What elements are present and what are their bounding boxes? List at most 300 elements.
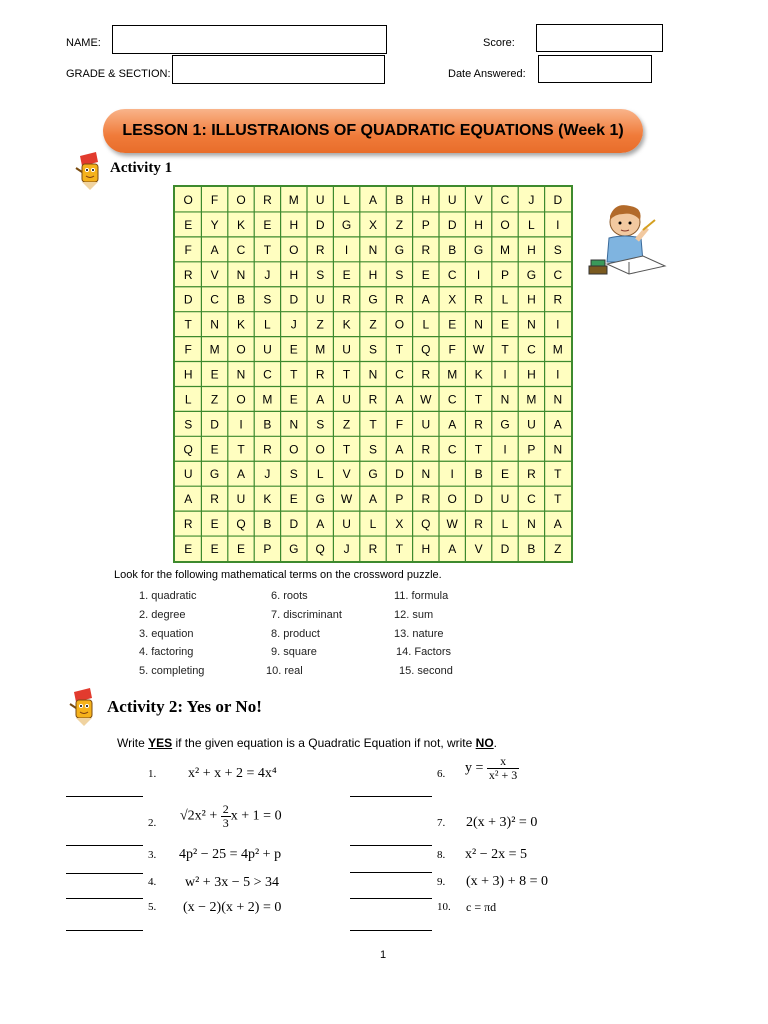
grid-letter: I xyxy=(450,467,454,482)
grid-letter: N xyxy=(236,367,246,382)
score-label: Score: xyxy=(483,37,515,49)
word-search-grid xyxy=(173,185,573,563)
grid-letter: R xyxy=(315,242,325,257)
grid-letter: T xyxy=(395,542,404,557)
answer-blank-6[interactable] xyxy=(350,796,432,797)
grid-letter: O xyxy=(236,192,246,207)
grid-letter: R xyxy=(421,492,431,507)
grid-letter: S xyxy=(395,267,404,282)
fraction xyxy=(487,755,519,782)
grid-letter: M xyxy=(262,392,273,407)
grid-letter: T xyxy=(184,317,192,332)
grid-letter: S xyxy=(316,267,325,282)
grid-letter: V xyxy=(474,192,483,207)
grid-letter: Q xyxy=(421,517,431,532)
instruction-text: . xyxy=(493,736,497,750)
grid-letter: L xyxy=(369,517,377,532)
grid-letter: P xyxy=(500,267,510,282)
grid-letter: E xyxy=(210,442,219,457)
grid-letter: G xyxy=(341,217,352,232)
answer-blank-8[interactable] xyxy=(350,872,432,873)
grid-letter: S xyxy=(289,467,298,482)
grid-letter: G xyxy=(315,492,325,507)
grid-letter: B xyxy=(395,192,404,207)
grid-letter: J xyxy=(264,267,271,282)
grid-letter: U xyxy=(342,517,351,532)
grid-letter: I xyxy=(556,217,560,232)
grid-letter: A xyxy=(553,517,562,532)
grid-letter: B xyxy=(474,467,483,482)
grid-letter: T xyxy=(342,367,351,382)
grid-letter: Z xyxy=(395,217,404,232)
word-search-instruction: Look for the following mathematical terms on the crossword puzzle. xyxy=(114,569,442,581)
grid-letter: N xyxy=(289,417,299,432)
fraction-denominator: 3 xyxy=(222,816,229,830)
grid-letter: G xyxy=(289,542,299,557)
grid-letter: Z xyxy=(369,317,377,332)
grid-letter: E xyxy=(236,542,246,557)
grid-letter: A xyxy=(395,392,404,407)
grid-letter: E xyxy=(210,367,219,382)
equation-part: x + 1 = 0 xyxy=(230,808,282,824)
equation-2 xyxy=(180,803,282,830)
answer-blank-4[interactable] xyxy=(66,898,143,899)
question-number: 8. xyxy=(437,849,446,861)
grid-letter: U xyxy=(500,492,510,507)
date-answered-field[interactable] xyxy=(538,55,652,83)
grid-letter: C xyxy=(236,242,246,257)
question-number: 6. xyxy=(437,768,446,780)
grid-letter: S xyxy=(316,417,325,432)
question-number: 7. xyxy=(437,817,446,829)
grid-letter: W xyxy=(420,392,432,407)
grid-letter: K xyxy=(474,367,483,382)
term: 5. completing xyxy=(139,665,205,678)
grid-letter: H xyxy=(183,367,193,382)
grid-letter: A xyxy=(316,392,325,407)
grid-letter: T xyxy=(474,442,483,457)
grid-letter: L xyxy=(343,192,350,207)
grid-letter: Z xyxy=(316,317,324,332)
term: 8. product xyxy=(271,627,320,640)
grid-letter: T xyxy=(342,442,351,457)
grid-letter: C xyxy=(527,492,536,507)
instruction-text: if the given equation is a Quadratic Equation if not, write xyxy=(172,736,476,750)
grid-letter: A xyxy=(448,542,457,557)
grid-letter: K xyxy=(236,317,246,332)
grid-letter: E xyxy=(448,317,457,332)
grid-letter: S xyxy=(368,342,378,357)
grid-letter: R xyxy=(421,442,431,457)
activity-1-title: Activity 1 xyxy=(110,160,173,176)
grid-letter: D xyxy=(474,492,483,507)
equation-9: (x + 3) + 8 = 0 xyxy=(466,874,549,889)
grid-letter: L xyxy=(316,467,324,482)
grid-letter: I xyxy=(344,242,349,257)
grid-letter: U xyxy=(315,192,325,207)
pencil-mascot-icon xyxy=(66,686,100,726)
grid-letter: T xyxy=(290,367,298,382)
grid-letter: O xyxy=(289,442,299,457)
term: 4. factoring xyxy=(139,646,194,659)
grid-letter: L xyxy=(264,317,271,332)
question-number: 10. xyxy=(437,901,451,913)
grid-letter: Q xyxy=(421,342,431,357)
grid-letter: W xyxy=(472,342,485,357)
grid-letter: H xyxy=(527,367,536,382)
grid-letter: B xyxy=(448,242,457,257)
terms-list-2 xyxy=(266,587,342,681)
answer-blank-10[interactable] xyxy=(350,930,432,931)
grid-letter: J xyxy=(528,192,535,207)
grid-letter: M xyxy=(315,342,326,357)
grid-letter: T xyxy=(395,342,404,357)
grid-letter: Y xyxy=(210,217,219,232)
grid-letter: Q xyxy=(315,542,325,557)
term: 10. real xyxy=(266,665,303,678)
grid-letter: P xyxy=(395,492,404,507)
grid-letter: B xyxy=(527,542,536,557)
grid-letter: M xyxy=(500,242,510,257)
grid-letter: Z xyxy=(210,392,219,407)
grid-letter: I xyxy=(503,442,507,457)
grid-letter: E xyxy=(289,492,298,507)
grid-letter: A xyxy=(395,442,404,457)
grid-letter: F xyxy=(448,342,456,357)
grid-letter: Q xyxy=(236,517,246,532)
grid-letter: S xyxy=(263,292,272,307)
answer-blank-3[interactable] xyxy=(66,873,143,874)
grid-letter: N xyxy=(421,467,431,482)
grid-letter: U xyxy=(315,292,325,307)
grid-letter: L xyxy=(501,517,509,532)
question-number: 1. xyxy=(148,768,157,780)
grid-letter: N xyxy=(527,517,536,532)
grid-letter: S xyxy=(368,442,378,457)
equation-5: (x − 2)(x + 2) = 0 xyxy=(183,900,282,915)
grid-letter: L xyxy=(184,392,192,407)
grid-letter: U xyxy=(342,392,351,407)
grid-letter: J xyxy=(290,317,297,332)
grid-letter: C xyxy=(210,292,219,307)
grid-letter: G xyxy=(368,292,378,307)
grid-letter: A xyxy=(553,417,562,432)
grid-letter: C xyxy=(553,267,563,282)
grid-letter: R xyxy=(421,242,431,257)
question-number: 9. xyxy=(437,876,446,888)
equation-part: y = xyxy=(465,760,484,776)
score-field[interactable] xyxy=(536,24,663,52)
question-number: 3. xyxy=(148,849,157,861)
grid-letter: H xyxy=(474,217,483,232)
grid-letter: T xyxy=(237,442,245,457)
lesson-banner xyxy=(103,109,643,153)
grade-section-label: GRADE & SECTION: xyxy=(66,68,171,80)
grid-letter: H xyxy=(421,192,431,207)
grid-letter: D xyxy=(553,192,563,207)
grid-letter: N xyxy=(553,442,563,457)
equation-1: x² + x + 2 = 4x⁴ xyxy=(188,766,277,781)
terms-list-3 xyxy=(394,587,453,681)
grid-letter: R xyxy=(474,517,483,532)
grid-letter: H xyxy=(289,217,299,232)
grid-letter: H xyxy=(368,267,378,282)
grid-letter: U xyxy=(263,342,272,357)
grid-letter: V xyxy=(474,542,483,557)
instruction-text: Write xyxy=(117,736,149,750)
grid-letter: O xyxy=(289,242,299,257)
equation-7: 2(x + 3)² = 0 xyxy=(466,815,538,830)
grid-letter: U xyxy=(527,417,536,432)
grid-letter: C xyxy=(447,442,457,457)
grid-letter: C xyxy=(527,342,536,357)
grid-letter: L xyxy=(422,317,430,332)
grid-letter: A xyxy=(184,492,193,507)
question-number: 5. xyxy=(148,901,157,913)
equation-part: √2x² + xyxy=(180,808,218,824)
grid-letter: E xyxy=(289,342,298,357)
grid-letter: J xyxy=(264,467,271,482)
grid-letter: A xyxy=(368,492,378,507)
grid-letter: M xyxy=(447,367,458,382)
grid-letter: G xyxy=(526,267,537,282)
grid-letter: C xyxy=(263,367,272,382)
grid-letter: A xyxy=(448,417,457,432)
grid-letter: R xyxy=(342,292,351,307)
grid-letter: D xyxy=(210,417,219,432)
equation-10: c = πd xyxy=(466,900,497,914)
grid-letter: A xyxy=(421,292,430,307)
term: 11. formula xyxy=(394,590,449,602)
term: 6. roots xyxy=(271,590,308,602)
grid-letter: G xyxy=(394,242,405,257)
grid-letter: A xyxy=(368,192,378,207)
grid-letter: F xyxy=(395,417,404,432)
fraction-numerator: x xyxy=(487,755,519,769)
activity-2-title: Activity 2: Yes or No! xyxy=(107,697,262,716)
lesson-title: LESSON 1: ILLUSTRAIONS OF QUADRATIC EQUATIONS (Week 1) xyxy=(122,122,624,139)
fraction-numerator: 2 xyxy=(222,802,229,816)
grid-letter: R xyxy=(183,517,193,532)
grid-letter: H xyxy=(289,267,299,282)
grid-letter: E xyxy=(500,467,510,482)
grid-letter: X xyxy=(368,217,378,232)
yes-keyword: YES xyxy=(148,736,173,750)
grid-letter: R xyxy=(263,442,272,457)
grid-letter: N xyxy=(368,367,378,382)
grid-letter: O xyxy=(183,192,193,207)
grid-letter: R xyxy=(527,467,536,482)
terms-list-1 xyxy=(139,587,204,681)
grid-letter: I xyxy=(476,267,481,282)
no-keyword: NO xyxy=(475,736,494,750)
grid-letter: P xyxy=(527,442,536,457)
grid-letter: T xyxy=(474,392,483,407)
grid-letter: N xyxy=(527,317,536,332)
fraction-denominator: x² + 3 xyxy=(488,768,518,782)
name-field[interactable] xyxy=(112,25,387,54)
page-number: 1 xyxy=(380,949,387,961)
grid-letter: I xyxy=(503,367,507,382)
grid-letter: N xyxy=(368,242,378,257)
grid-letter: I xyxy=(239,417,243,432)
answer-blank-2[interactable] xyxy=(66,845,143,846)
answer-blank-9[interactable] xyxy=(350,898,432,899)
grid-letter: R xyxy=(395,292,404,307)
grid-letter: U xyxy=(236,492,246,507)
grid-letter: T xyxy=(501,342,509,357)
name-label: NAME: xyxy=(66,37,101,49)
grid-letter: E xyxy=(500,317,510,332)
grid-letter: C xyxy=(447,267,457,282)
grid-letter: V xyxy=(210,267,219,282)
grid-letter: K xyxy=(263,492,272,507)
term: 14. Factors xyxy=(396,646,452,659)
grid-letter: O xyxy=(236,342,246,357)
grid-letter: N xyxy=(553,392,563,407)
grid-letter: E xyxy=(210,542,219,557)
grid-letter: H xyxy=(527,242,536,257)
grade-section-field[interactable] xyxy=(172,55,385,84)
term: 9. square xyxy=(271,646,317,659)
grid-letter: T xyxy=(369,417,377,432)
grid-letter: G xyxy=(209,467,220,482)
grid-letter: R xyxy=(368,542,378,557)
grid-letter: Q xyxy=(183,442,193,457)
term: 7. discriminant xyxy=(271,608,342,621)
grid-letter: G xyxy=(368,467,378,482)
grid-letter: K xyxy=(342,317,351,332)
term: 13. nature xyxy=(394,627,444,640)
grid-letter: E xyxy=(421,267,430,282)
grid-letter: H xyxy=(527,292,536,307)
grid-letter: D xyxy=(447,217,457,232)
grid-letter: A xyxy=(210,242,219,257)
grid-letter: R xyxy=(183,267,193,282)
grid-letter: C xyxy=(500,192,510,207)
grid-letter: B xyxy=(263,517,272,532)
grid-letter: E xyxy=(184,542,193,557)
grid-letter: C xyxy=(395,367,404,382)
term: 15. second xyxy=(399,665,453,678)
equation-8: x² − 2x = 5 xyxy=(465,847,527,862)
grid-letter: R xyxy=(474,292,483,307)
grid-letter: N xyxy=(474,317,483,332)
grid-letter: U xyxy=(447,192,457,207)
grid-letter: N xyxy=(210,317,219,332)
grid-letter: O xyxy=(315,442,325,457)
grid-letter: U xyxy=(342,342,351,357)
date-answered-label: Date Answered: xyxy=(448,68,526,80)
grid-letter: U xyxy=(183,467,193,482)
grid-letter: N xyxy=(236,267,246,282)
fraction xyxy=(221,803,231,830)
grid-letter: U xyxy=(421,417,431,432)
grid-letter: O xyxy=(500,217,510,232)
grid-letter: G xyxy=(500,417,510,432)
grid-letter: O xyxy=(394,317,405,332)
grid-letter: E xyxy=(342,267,351,282)
grid-letter: R xyxy=(474,417,483,432)
grid-letter: T xyxy=(554,467,562,482)
grid-letter: D xyxy=(500,542,510,557)
grid-letter: M xyxy=(209,342,220,357)
grid-letter: D xyxy=(395,467,404,482)
question-number: 4. xyxy=(148,876,157,888)
grid-letter: W xyxy=(340,492,353,507)
grid-letter: G xyxy=(473,242,484,257)
grid-letter: L xyxy=(528,217,535,232)
grid-letter: A xyxy=(316,517,325,532)
grid-letter: X xyxy=(448,292,457,307)
grid-letter: D xyxy=(289,517,299,532)
grid-letter: J xyxy=(343,542,350,557)
grid-letter: R xyxy=(421,367,431,382)
grid-letter: F xyxy=(184,242,192,257)
equation-3: 4p² − 25 = 4p² + p xyxy=(179,847,282,862)
grid-letter: T xyxy=(554,492,562,507)
grid-letter: R xyxy=(315,367,325,382)
grid-letter: D xyxy=(315,217,325,232)
activity-2-instruction xyxy=(117,736,497,750)
grid-letter: E xyxy=(263,217,272,232)
answer-blank-5[interactable] xyxy=(66,930,143,931)
grid-letter: B xyxy=(236,292,246,307)
answer-blank-7[interactable] xyxy=(350,845,432,846)
grid-letter: M xyxy=(526,392,537,407)
term: 1. quadratic xyxy=(139,590,197,602)
grid-letter: Z xyxy=(342,417,351,432)
grid-letter: I xyxy=(556,317,560,332)
grid-letter: M xyxy=(552,342,563,357)
grid-letter: F xyxy=(210,192,219,207)
question-number: 2. xyxy=(148,817,157,829)
grid-letter: D xyxy=(289,292,299,307)
grid-letter: E xyxy=(289,392,298,407)
term: 2. degree xyxy=(139,608,186,621)
grid-letter: N xyxy=(500,392,510,407)
grid-letter: Z xyxy=(554,542,562,557)
grid-letter: O xyxy=(447,492,457,507)
grid-letter: K xyxy=(236,217,246,232)
grid-letter: D xyxy=(183,292,193,307)
grid-letter: I xyxy=(556,367,560,382)
term: 12. sum xyxy=(394,608,434,621)
answer-blank-1[interactable] xyxy=(66,796,143,797)
grid-letter: F xyxy=(184,342,192,357)
grid-letter: B xyxy=(263,417,272,432)
grid-letter: H xyxy=(421,542,431,557)
grid-letter: T xyxy=(263,242,272,257)
grid-letter: W xyxy=(446,517,458,532)
grid-letter: X xyxy=(395,517,404,532)
equation-6 xyxy=(465,755,519,782)
grid-letter: R xyxy=(368,392,378,407)
boy-studying-icon xyxy=(585,200,673,288)
grid-letter: L xyxy=(501,292,509,307)
grid-letter: C xyxy=(447,392,457,407)
grid-letter: E xyxy=(210,517,219,532)
grid-letter: R xyxy=(263,192,272,207)
grid-letter: S xyxy=(553,242,562,257)
pencil-mascot-icon xyxy=(72,150,106,190)
grid-letter: V xyxy=(342,467,351,482)
equation-4: w² + 3x − 5 > 34 xyxy=(185,875,279,890)
grid-letter: O xyxy=(236,392,246,407)
grid-letter: S xyxy=(184,417,193,432)
grid-letter: R xyxy=(553,292,563,307)
grid-letter: M xyxy=(288,192,299,207)
